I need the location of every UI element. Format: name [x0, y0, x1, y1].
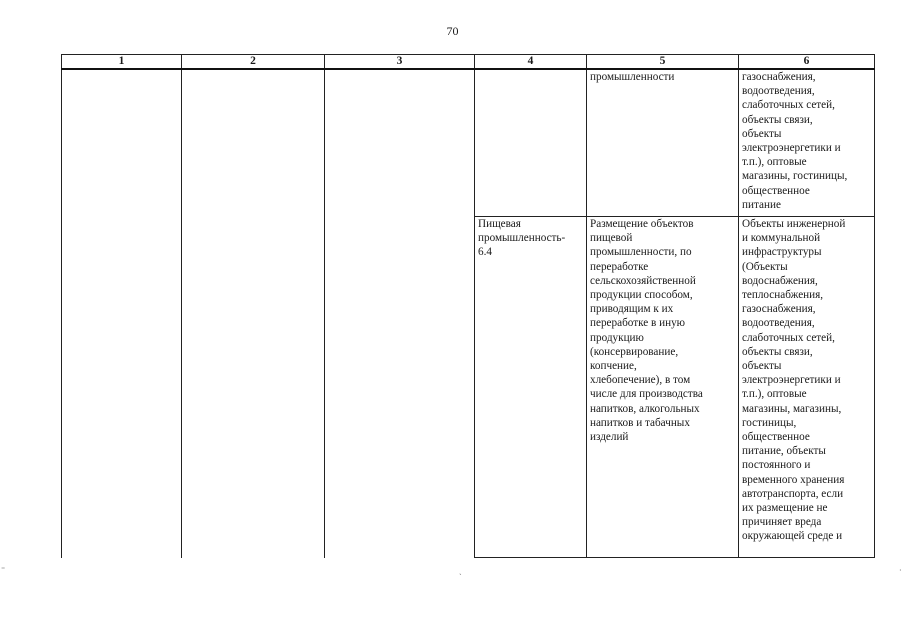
- table-cell: Размещение объектов пищевой промышленности, по переработке сельскохозяйственной продукции способом, приводящим к их переработке в иную продукцию (консервирование, копчение, хлебопечение), в том числе для производства напитков, алкогольных напитков и табачных изделий: [587, 217, 739, 558]
- table-cell: Пищевая промышленность- 6.4: [475, 217, 587, 558]
- scan-mark-left: ⁼: [1, 565, 6, 574]
- table-row: [62, 217, 875, 558]
- scan-mark-right: ·: [899, 566, 902, 575]
- column-header-2: 2: [182, 55, 325, 70]
- column-header-6: 6: [739, 55, 875, 70]
- scan-mark-middle: ˎ: [459, 566, 462, 575]
- column-header-3: 3: [325, 55, 475, 70]
- table-cell: [325, 217, 475, 558]
- table-cell: [182, 69, 325, 217]
- page-number: 70: [446, 24, 459, 38]
- column-header-4: 4: [475, 55, 587, 70]
- table-cell: [62, 69, 182, 217]
- table-cell: Объекты инженерной и коммунальной инфраструктуры (Объекты водоснабжения, теплоснабжения, газоснабжения, водоотведения, слаботочных сетей, объекты связи, объекты электроэнергетики и т.п.), оптовые магазины, магазины, гостиницы, общественное питание, объекты постоянного и временного хранения автотранспорта, если их размещение не причиняет вреда окружающей среде и: [739, 217, 875, 558]
- column-header-5: 5: [587, 55, 739, 70]
- table-cell: [325, 69, 475, 217]
- table-cell: промышленности: [587, 69, 739, 217]
- table-cell: газоснабжения, водоотведения, слаботочных сетей, объекты связи, объекты электроэнергетики и т.п.), оптовые магазины, гостиницы, общественное питание: [739, 69, 875, 217]
- land-use-table: [61, 54, 875, 558]
- table-cell: [182, 217, 325, 558]
- table-cell: [62, 217, 182, 558]
- column-header-1: 1: [62, 55, 182, 70]
- table-cell: [475, 69, 587, 217]
- table-header-row: [62, 55, 875, 70]
- table-row: [62, 69, 875, 217]
